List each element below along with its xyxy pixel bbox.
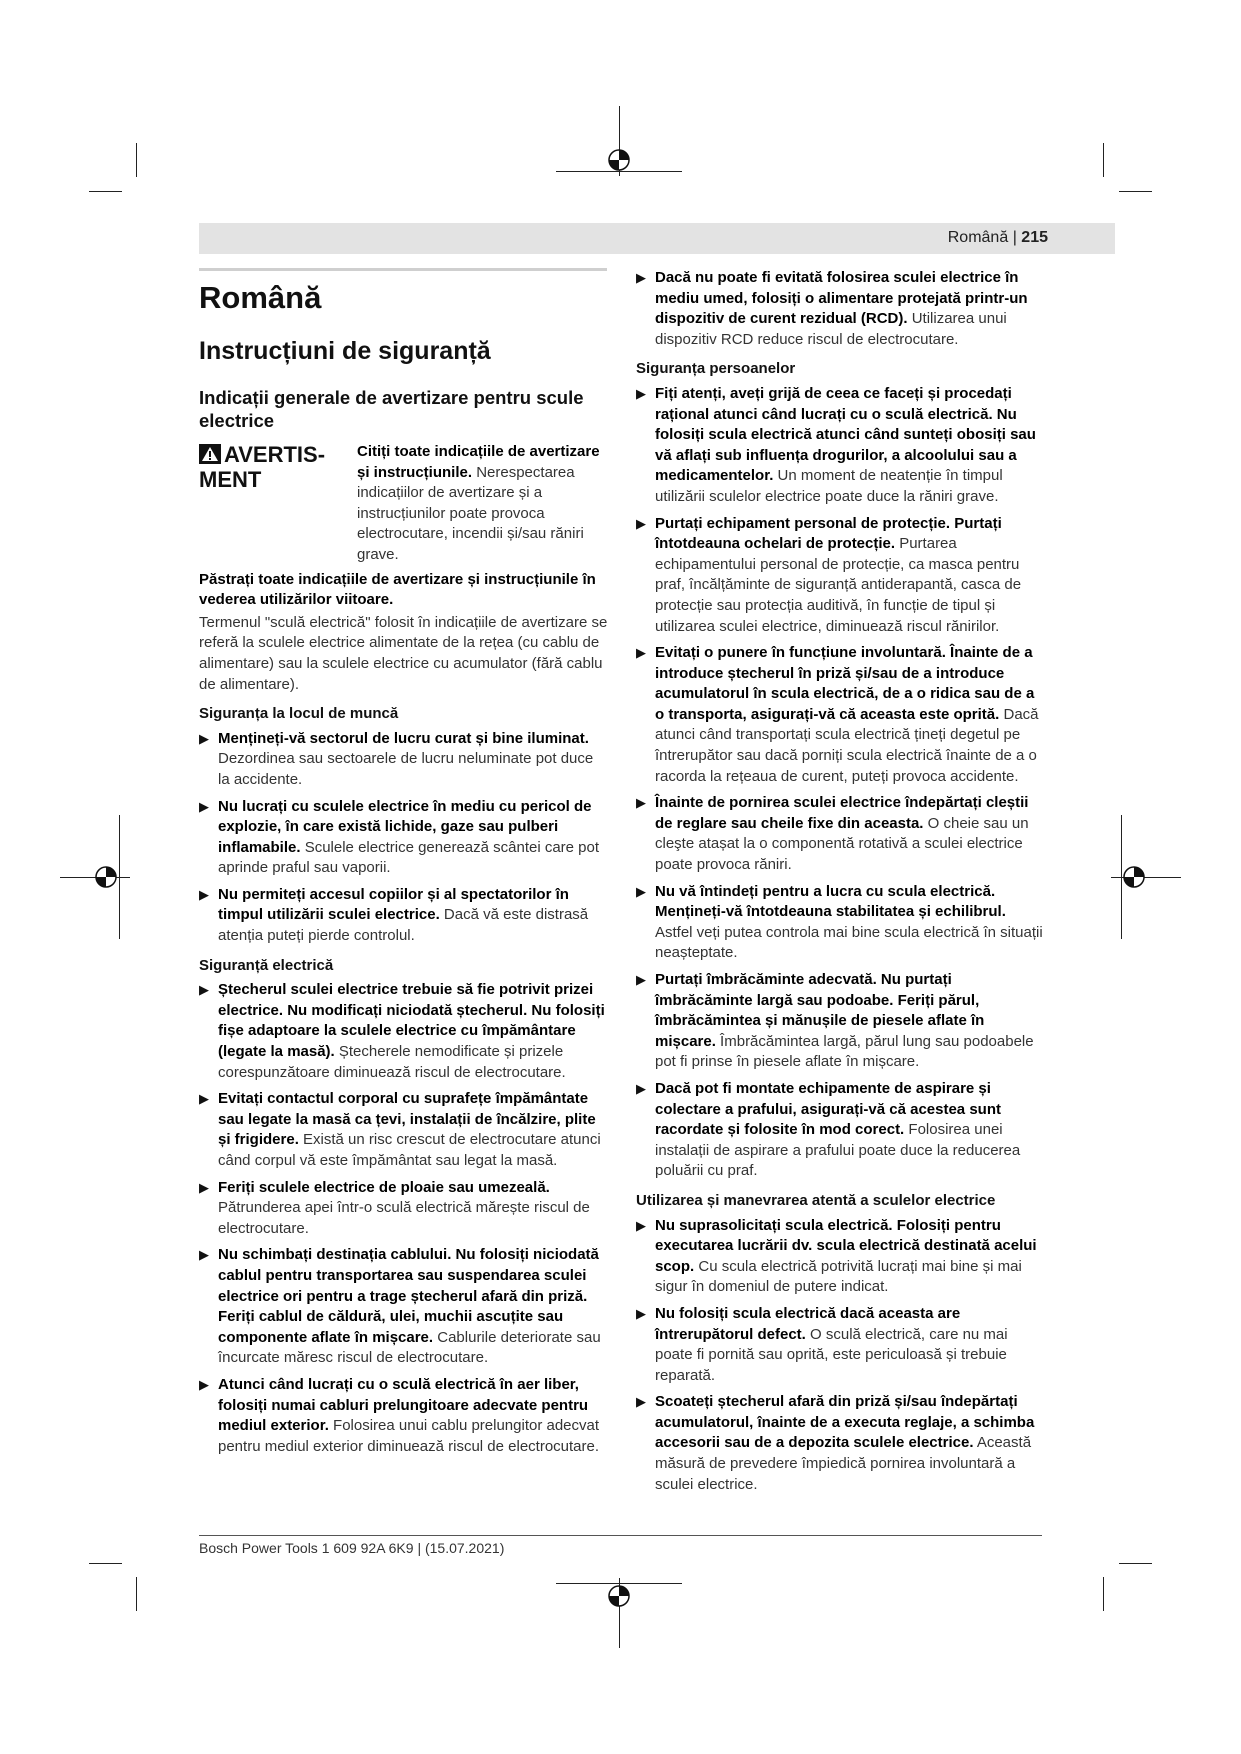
item-text: O sculă electrică, care nu mai poate fi pornită sau oprită, este periculoasă și trebuie reparată. — [655, 1325, 1008, 1384]
item-text: Există un risc crescut de electrocutare atunci când corpul vă este împământat sau legat la masă. — [218, 1131, 601, 1169]
item-text: Dacă atunci când transportați scula electrică țineți degetul pe întrerupător sau dacă porniți scula electrică înainte de a o racorda la rețeaua de curent, puteți provoca accidente. — [655, 705, 1039, 785]
item-text: Utilizarea unui dispozitiv RCD reduce riscul de electrocutare. — [655, 310, 1007, 348]
crop-mark — [1103, 143, 1104, 177]
item-text: Sculele electrice generează scântei care pot aprinde praful sau vaporii. — [218, 838, 600, 877]
bullet-arrow-icon: ▶ — [636, 795, 646, 811]
usage-heading: Utilizarea și manevrarea atentă a sculelor electrice — [636, 1191, 996, 1209]
item-text: Dacă vă este distrasă atenția puteți pierde controlul. — [218, 906, 589, 945]
bullet-arrow-icon: ▶ — [199, 730, 209, 746]
term-definition: Termenul "sculă electrică" folosit în indicațiile de avertizare se referă la sculele electrice alimentate de la rețea (cu cablu de alimentare) sau la sculele electrice cu acumulator (fără cablu de alimentare). — [199, 613, 608, 693]
list-item — [636, 643, 1044, 787]
item-text: Folosirea unei instalații de aspirare a prafului poate duce la reducerea poluării cu praf. — [655, 1121, 1021, 1180]
item-text: Ștecherele nemodificate și prizele corespunzătoare diminuează riscul de electrocutare. — [218, 1043, 566, 1081]
item-bold: Fiți atenți, aveți grijă de ceea ce faceți și procedați rațional atunci când lucrați cu o sculă electrică. Nu folosiți scula electrică atunci când sunteți obosiți sau vă aflați sub influența drogurilor, a alcoolului sau a medicamentelor. — [655, 384, 1036, 485]
crop-mark — [1119, 1563, 1152, 1564]
list-item — [636, 970, 1044, 1073]
bullet-arrow-icon: ▶ — [636, 1080, 646, 1096]
header-separator: | — [1012, 229, 1017, 246]
list-item — [636, 1216, 1044, 1298]
warning-triangle-icon — [199, 444, 221, 464]
list-item — [636, 882, 1044, 964]
bullet-arrow-icon: ▶ — [199, 798, 209, 814]
bullet-arrow-icon: ▶ — [636, 972, 646, 987]
item-bold: Feriți sculele electrice de ploaie sau umezeală. — [218, 1178, 550, 1196]
column-rule — [199, 268, 607, 271]
item-bold: Nu folosiți scula electrică dacă aceasta are întrerupătorul defect. — [655, 1304, 961, 1343]
item-text: Un moment de neatenție în timpul utilizării sculelor electrice poate duce la răniri grave. — [655, 467, 1003, 505]
crop-mark — [89, 191, 122, 192]
item-bold: Mențineți-vă sectorul de lucru curat și bine iluminat. — [218, 729, 589, 747]
bullet-arrow-icon: ▶ — [199, 1247, 209, 1263]
item-text: Cu scula electrică potrivită lucrați mai bine și mai sigur în domeniul de putere indicat. — [655, 1257, 1022, 1296]
item-bold: Dacă pot fi montate echipamente de aspirare și colectare a prafului, asigurați-vă că acestea sunt racordate și folosite în mod corect. — [655, 1079, 1001, 1139]
bullet-arrow-icon: ▶ — [636, 883, 646, 899]
item-text: Pătrunderea apei într-o sculă electrică mărește riscul de electrocutare. — [218, 1199, 590, 1237]
list-item — [636, 793, 1044, 875]
bullet-arrow-icon: ▶ — [636, 1217, 646, 1233]
list-item — [199, 797, 608, 879]
item-text: O cheie sau un cleşte atașat la o componentă rotativă a sculei electrice poate provoca răniri. — [655, 814, 1029, 874]
list-item — [636, 1392, 1044, 1495]
list-item — [636, 1304, 1044, 1386]
item-bold: Evitați o punere în funcțiune involuntară. Înainte de a introduce ștecherul în priză și/sau de a introduce acumulatorul în scula electrică, de a o ridica sau de a o transporta, asigurați-vă că aceasta este oprită. — [655, 644, 1035, 723]
right-column — [636, 268, 1044, 1501]
warning-block — [199, 442, 608, 566]
list-item — [199, 980, 608, 1083]
item-bold: Purtați îmbrăcăminte adecvată. Nu purtați îmbrăcăminte largă sau podoabe. Feriți părul, îmbrăcămintea și mănușile de piesele aflate în mișcare. — [655, 971, 985, 1050]
bullet-arrow-icon: ▶ — [636, 515, 646, 531]
warning-label — [199, 442, 357, 566]
bullet-arrow-icon: ▶ — [199, 1091, 209, 1107]
page-footer: Bosch Power Tools 1 609 92A 6K9 | (15.07.2021) — [199, 1540, 505, 1556]
bullet-arrow-icon: ▶ — [199, 1179, 209, 1195]
page-header — [948, 229, 1048, 247]
item-bold: Nu permiteți accesul copiilor și al spectatorilor în timpul utilizării sculei electrice. — [218, 885, 569, 924]
list-item — [199, 1375, 608, 1457]
item-text: Cablurile deteriorate sau încurcate măresc riscul de electrocutare. — [218, 1328, 601, 1367]
list-item — [636, 384, 1044, 508]
warning-label-text: AVERTIS-MENT — [199, 442, 326, 492]
list-item — [199, 1245, 608, 1369]
item-bold: Nu lucrați cu sculele electrice în mediu cu pericol de explozie, în care există lichide, gaze sau pulberi inflamabile. — [218, 797, 592, 856]
work-area-heading: Siguranța la locul de muncă — [199, 705, 399, 723]
bullet-arrow-icon: ▶ — [636, 645, 646, 661]
bullet-arrow-icon: ▶ — [636, 1394, 646, 1410]
list-item — [199, 729, 608, 791]
item-text: Dezordinea sau sectoarele de lucru neluminate pot duce la accidente. — [218, 750, 594, 788]
list-item — [199, 1178, 608, 1240]
item-text: Această măsură de prevedere împiedică pornirea involuntară a sculei electrice. — [655, 1434, 1032, 1493]
item-bold: Înainte de pornirea sculei electrice îndepărtați cleștii de reglare sau cheile fixe din aceasta. — [655, 794, 1029, 832]
crop-mark — [1103, 1577, 1104, 1611]
item-text: Astfel veți putea controla mai bine scula electrică în situații neașteptate. — [655, 923, 1043, 962]
warning-bold: Citiți toate indicațiile de avertizare și instrucțiunile. — [357, 443, 600, 481]
item-bold: Dacă nu poate fi evitată folosirea sculei electrice în mediu umed, folosiți o alimentare protejată printr-un dispozitiv de curent rezidual (RCD). — [655, 269, 1028, 328]
registration-target-icon — [1121, 864, 1147, 890]
bullet-arrow-icon: ▶ — [199, 886, 209, 902]
registration-line — [119, 815, 120, 939]
item-bold: Nu vă întindeți pentru a lucra cu scula electrică. Mențineți-vă întotdeauna stabilitatea și echilibrul. — [655, 882, 1006, 921]
item-text: Îmbrăcămintea largă, părul lung sau podoabele pot fi prinse în piesele aflate în mișcare. — [655, 1032, 1034, 1071]
item-text: Folosirea unui cablu prelungitor adecvat pentru mediul exterior diminuează riscul de electrocutare. — [218, 1417, 600, 1455]
item-bold: Atunci când lucrați cu o sculă electrică în aer liber, folosiți numai cabluri prelungitoare adecvate pentru mediul exterior. — [218, 1375, 589, 1435]
item-bold: Evitați contactul corporal cu suprafețe împământate sau legate la masă ca țevi, instalații de încălzire, plite și frigidere. — [218, 1090, 596, 1149]
crop-mark — [1119, 191, 1152, 192]
list-item — [636, 1079, 1044, 1182]
section-heading: Indicații generale de avertizare pentru scule electrice — [199, 387, 584, 431]
bullet-arrow-icon: ▶ — [636, 1305, 646, 1321]
crop-mark — [136, 143, 137, 177]
electrical-heading: Siguranță electrică — [199, 956, 334, 974]
list-item — [199, 885, 608, 947]
item-text: Purtarea echipamentului personal de protecție, ca masca pentru praf, încălțăminte de siguranță antiderapantă, casca de protecție sau protecția auditivă, în funcție de tipul și utilizarea sculei electrice, diminuează riscul rănirilor. — [655, 535, 1022, 635]
list-item — [199, 1089, 608, 1171]
page-title: Română — [199, 280, 322, 315]
left-column — [199, 280, 608, 1463]
registration-target-icon — [606, 147, 632, 173]
bullet-arrow-icon: ▶ — [199, 982, 209, 998]
section-title: Instrucțiuni de siguranță — [199, 337, 491, 365]
warning-text: Nerespectarea indicațiilor de avertizare și a instrucțiunilor poate provoca electrocutare, incendii și/sau răniri grave. — [357, 463, 584, 563]
crop-mark — [89, 1563, 122, 1564]
personal-heading: Siguranța persoanelor — [636, 360, 796, 378]
registration-target-icon — [93, 864, 119, 890]
bullet-arrow-icon: ▶ — [636, 385, 646, 401]
item-bold: Nu schimbați destinația cablului. Nu folosiți niciodată cablul pentru transportarea sau suspendarea sculei electrice ori pentru a trage ștecherul afară din priză. Feriți cablul de căldură, ulei, muchii ascuțite sau componente aflate în mișcare. — [218, 1246, 599, 1346]
item-bold: Scoateți ștecherul afară din priză și/sau îndepărtați acumulatorul, înainte de a executa reglaje, a schimba accesorii sau de a depozita sculele electrice. — [655, 1393, 1035, 1452]
header-section: Română — [947, 229, 1009, 246]
list-item — [636, 514, 1044, 638]
item-bold: Ștecherul sculei electrice trebuie să fie potrivit prizei electrice. Nu modificați niciodată ștecherul. Nu folosiți fișe adaptoare la sculele electrice cu împământare (legate la masă). — [218, 981, 605, 1061]
bullet-arrow-icon: ▶ — [636, 270, 646, 285]
item-bold: Nu suprasolicitați scula electrică. Folosiți pentru executarea lucrării dv. scula electrică destinată acelui scop. — [655, 1216, 1037, 1275]
page-number: 215 — [1021, 229, 1048, 246]
bullet-arrow-icon: ▶ — [199, 1376, 209, 1392]
registration-target-icon — [606, 1583, 632, 1609]
list-item — [636, 268, 1044, 350]
crop-mark — [136, 1577, 137, 1611]
warning-intro — [357, 442, 608, 566]
footer-rule — [199, 1535, 1042, 1536]
keep-instructions: Păstrați toate indicațiile de avertizare și instrucțiunile în vederea utilizărilor viitoare. — [199, 570, 596, 609]
item-bold: Purtați echipament personal de protecție. Purtați întotdeauna ochelari de protecție. — [655, 514, 1002, 553]
